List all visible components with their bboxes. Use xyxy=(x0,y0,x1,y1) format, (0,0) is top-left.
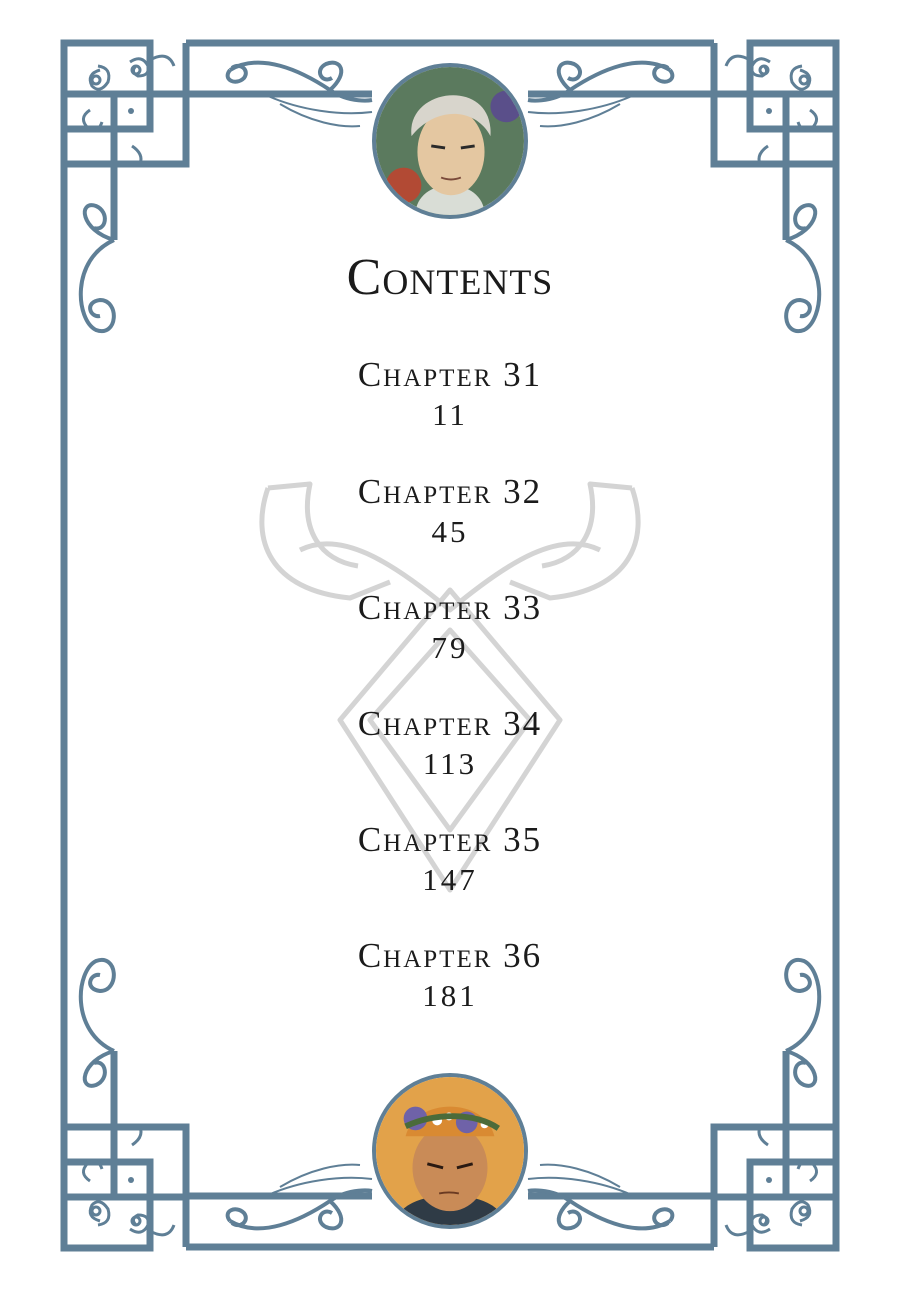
page-number: 11 xyxy=(432,397,468,432)
toc-entry[interactable] xyxy=(0,355,900,435)
chapter-label: Chapter 35 xyxy=(357,820,543,859)
flower-crowned-man-portrait xyxy=(372,1073,528,1229)
page-number: 79 xyxy=(431,630,469,665)
toc-entry[interactable] xyxy=(0,588,900,668)
page-number: 45 xyxy=(431,514,469,549)
chapter-label: Chapter 34 xyxy=(357,704,543,743)
silver-haired-man-portrait xyxy=(372,63,528,219)
toc-entry[interactable] xyxy=(0,820,900,900)
page-title: Contents xyxy=(346,249,554,306)
chapter-label: Chapter 32 xyxy=(357,472,543,511)
chapter-label: Chapter 33 xyxy=(357,588,543,627)
toc-entry[interactable] xyxy=(0,936,900,1016)
toc-entry[interactable] xyxy=(0,472,900,552)
page-number: 113 xyxy=(422,746,478,781)
chapter-label: Chapter 31 xyxy=(357,355,543,394)
page-number: 181 xyxy=(422,978,478,1013)
toc-entry[interactable] xyxy=(0,704,900,784)
chapter-label: Chapter 36 xyxy=(357,936,543,975)
page-number: 147 xyxy=(422,862,478,897)
